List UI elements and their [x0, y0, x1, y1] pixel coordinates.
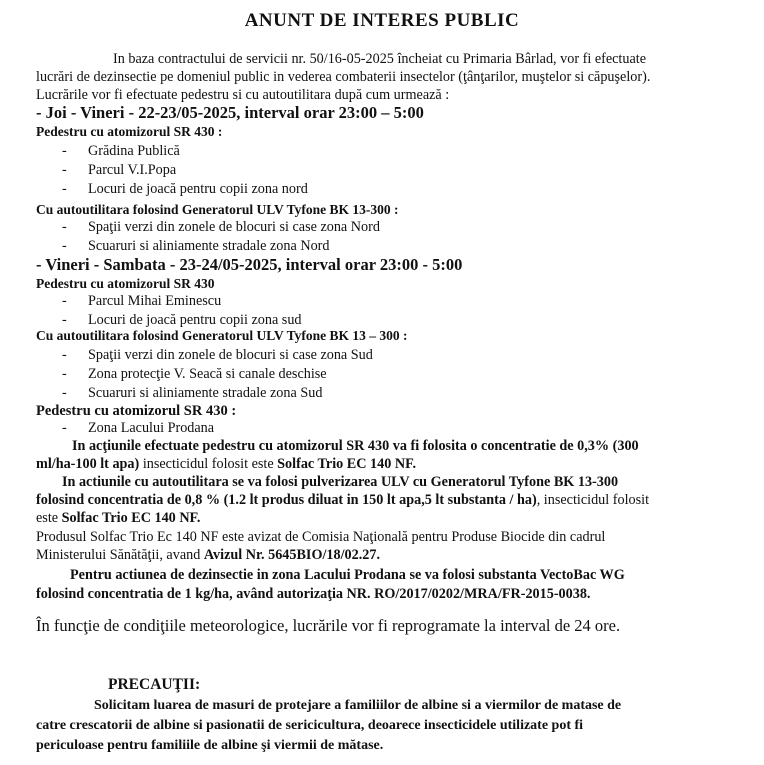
period-1-heading: - Joi - Vineri - 22-23/05-2025, interval orar 23:00 – 5:00	[36, 103, 424, 122]
period-2-heading: - Vineri - Sambata - 23-24/05-2025, interval orar 23:00 - 5:00	[36, 255, 463, 274]
details-paragraph-3-line-1: Produsul Solfac Trio Ec 140 NF este avizat de Comisia Naţională pentru Produse Biocide din cadrul	[36, 529, 606, 545]
precautions-line-2: catre crescatorii de albine si pasionatii de sericicultura, deoarece insecticidele utilizate pot fi	[36, 718, 584, 733]
details-paragraph-4-line-2: folosind concentratia de 1 kg/ha, având autorizaţia NR. RO/2017/0202/MRA/FR-2015-0038.	[36, 586, 591, 602]
details-paragraph-4-line-1: Pentru actiunea de dezinsectie in zona Lacului Prodana se va folosi substanta VectoBac WG	[70, 567, 625, 583]
details-paragraph-2-line-3: este Solfac Trio EC 140 NF.	[36, 510, 201, 526]
precautions-line-3: periculoase pentru familiile de albine şi viermii de mătase.	[36, 738, 384, 753]
weather-note: În funcţie de condiţiile meteorologice, lucrările vor fi reprogramate la interval de 24 ore.	[36, 616, 621, 635]
period-1-vehicle-heading: Cu autoutilitara folosind Generatorul ULV Tyfone BK 13-300 :	[36, 202, 399, 217]
details-paragraph-2-line-2: folosind concentratia de 0,8 % (1.2 lt produs diluat in 150 lt apa,5 lt substanta / ha), insecticidul folosit	[36, 492, 650, 508]
details-paragraph-3-line-2: Ministerului Sănătăţii, avand Avizul Nr. 5645BIO/18/02.27.	[36, 547, 381, 563]
period-2-foot2-heading: Pedestru cu atomizorul SR 430 :	[36, 403, 237, 419]
intro-line-3: Lucrările vor fi efectuate pedestru si cu autoutilitara după cum urmează :	[36, 87, 450, 103]
precautions-title: PRECAUŢII:	[108, 676, 201, 693]
details-paragraph-1-line-2: ml/ha-100 lt apa) insecticidul folosit este Solfac Trio EC 140 NF.	[36, 456, 417, 472]
page-title: ANUNT DE INTERES PUBLIC	[244, 10, 520, 31]
intro-line-2: lucrări de dezinsectie pe domeniul public in vederea combaterii insectelor (ţânţarilor, muştelor si căpuşelor).	[36, 69, 651, 85]
details-paragraph-2-line-1: In actiunile cu autoutilitara se va folosi pulverizarea ULV cu Generatorul Tyfone BK 13-300	[62, 474, 619, 490]
period-1-foot-heading: Pedestru cu atomizorul SR 430 :	[36, 124, 223, 139]
document-page: ANUNT DE INTERES PUBLIC In baza contractului de servicii nr. 50/16-05-2025 încheiat cu Primaria Bârlad, vor fi efectuate lucrări de dezinsectie pe domeniul public in vederea combaterii insectelor (ţânţarilor, muştelor si căpuşelor). Lucrările vor fi efectuate pedestru si cu autoutilitara după cum urmează : - Joi - Vineri - 22-23/05-2025, interval orar 23:00 – 5:00 Pedestru cu atomizorul SR 430 : - Grădina Publică - Parcul V.I.Popa - Locuri de joacă pentru copii zona nord Cu autoutilitara folosind Generatorul ULV Tyfone BK 13-300 : - Spaţii verzi din zonele de blocuri si case zona Nord - Scuaruri si aliniamente stradale zona Nord - Vineri - Sambata - 23-24/05-2025, interval orar 23:00 - 5:00 Pedestru cu atomizorul SR 430 - Parcul Mihai Eminescu - Locuri de joacă pentru copii zona sud Cu autoutilitara folosind Generatorul ULV Tyfone BK 13 – 300 : - Spaţii verzi din zonele de blocuri si case zona Sud - Zona protecţie V. Seacă si canale deschise - Scuaruri si aliniamente stradale zona Sud Pedestru cu atomizorul SR 430 : - Zona Lacului Prodana In acţiunile efectuate pedestru cu atomizorul SR 430 va fi folosita o concentratie de 0,3% (300 ml/ha-100 lt apa) insecticidul folosit este Solfac Trio EC 140 NF. In actiunile cu autoutilitara se va folosi pulverizarea ULV cu Generatorul Tyfone BK 13-300 folosind concentratia de 0,8 % (1.2 lt produs diluat in 150 lt apa,5 lt substanta / ha), insecticidul folosit este Solfac Trio EC 140 NF. Produsul Solfac Trio Ec 140 NF este avizat de Comisia Naţională pentru Produse Biocide din cadrul Ministerului Sănătăţii, avand Avizul Nr. 5645BIO/18/02.27. Pentru actiunea de dezinsectie in zona Lacului Prodana se va folosi substanta VectoBac WG folosind concentratia de 1 kg/ha, având autorizaţia NR. RO/2017/0202/MRA/FR-2015-0038. În funcţie de condiţiile meteorologice, lucrările vor fi reprogramate la interval de 24 ore. PRECAUŢII: Solicitam luarea de masuri de protejare a familiilor de albine si a viermilor de matase de catre crescatorii de albine si pasionatii de sericicultura, deoarece insecticidele utilizate pot fi periculoase pentru familiile de albine şi viermii de mătase.	[0, 0, 764, 765]
period-2-foot-heading: Pedestru cu atomizorul SR 430	[36, 276, 215, 291]
precautions-line-1: Solicitam luarea de masuri de protejare a familiilor de albine si a viermilor de matase de	[94, 698, 622, 713]
intro-line-1: In baza contractului de servicii nr. 50/16-05-2025 încheiat cu Primaria Bârlad, vor fi efectuate	[113, 51, 647, 67]
details-paragraph-1-line-1: In acţiunile efectuate pedestru cu atomizorul SR 430 va fi folosita o concentratie de 0,3% (300	[72, 438, 639, 454]
period-2-vehicle-heading: Cu autoutilitara folosind Generatorul ULV Tyfone BK 13 – 300 :	[36, 328, 408, 343]
